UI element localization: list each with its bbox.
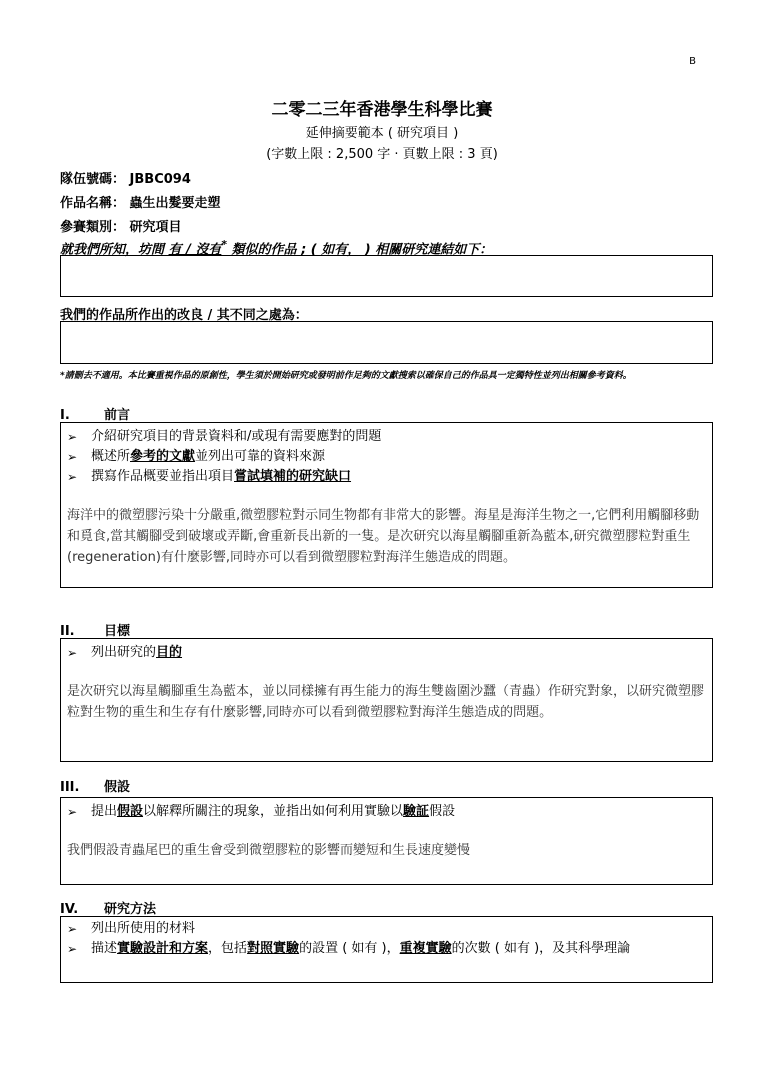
section-3-box — [60, 797, 713, 885]
section-1-bullet-1: ➢ 介紹研究項目的背景資料和/或現有需要應對的問題 — [61, 427, 712, 447]
section-4-bullet-2: ➢ 描述實驗設計和方案，包括對照實驗的設置 ( 如有 )，重複實驗的次數 ( 如有 )，及其科學理論 — [61, 939, 712, 959]
section-2-body: 是次研究以海星觸腳重生為藍本，並以同樣擁有再生能力的海生雙齒圍沙蠶（青蟲）作研究對象，以研究微塑膠粒對生物的重生和生存有什麼影響,同時亦可以看到微塑膠粒對海洋生態造成的問題。 — [67, 684, 705, 720]
section-2-box — [60, 638, 713, 762]
section-1-bullet-2: ➢ 概述所參考的文獻並列出可靠的資料來源 — [61, 447, 712, 467]
similar-star: * — [221, 238, 228, 251]
section-2-heading — [60, 620, 130, 639]
footnote: *請刪去不適用。本比賽重視作品的原創性，學生須於開始研究或發明前作足夠的文獻搜索以確保自己的作品具一定獨特性並列出相關參考資料。 — [60, 371, 632, 381]
limits-note: (字數上限 : 2,500 字 · 頁數上限 : 3 頁) — [266, 147, 498, 162]
section-1-heading — [60, 404, 130, 423]
category-value: 研究項目 — [129, 220, 182, 235]
improve-box[interactable] — [60, 321, 713, 364]
section-3-num: III. — [60, 780, 80, 795]
section-4-num: IV. — [60, 902, 79, 917]
section-1-title: 前言 — [104, 408, 131, 423]
section-4-heading — [60, 898, 156, 917]
section-3-body: 我們假設青蟲尾巴的重生會受到微塑膠粒的影響而變短和生長速度變慢 — [67, 843, 471, 858]
similar-suffix: 類似的作品 ; ( 如有， ) 相關研究連結如下： — [227, 242, 493, 258]
section-4-title: 研究方法 — [104, 902, 157, 917]
improve-label: 我們的作品所作出的改良 / 其不同之處為： — [60, 308, 308, 323]
work-value: 蟲生出髮要走塑 — [129, 196, 221, 211]
section-1-num: I. — [60, 408, 70, 423]
section-1-body: 海洋中的微塑膠污染十分嚴重,微塑膠粒對示同生物都有非常大的影響。海星是海洋生物之一,它們利用觸腳移動和覓食,當其觸腳受到破壞或弄斷,會重新長出新的一隻。是次研究以海星觸腳重新為藍本,研究微塑膠粒對重生(regeneration)有什麼影響,同時亦可以看到微塑膠粒對海洋生態造成的問題。 — [67, 508, 700, 565]
team-label: 隊伍號碼： — [60, 172, 126, 187]
team-value: JBBC094 — [129, 172, 191, 187]
page-title: 二零二三年香港學生科學比賽 — [271, 100, 493, 120]
page-subtitle: 延伸摘要範本 ( 研究項目 ) — [305, 126, 459, 141]
similar-prefix: 就我們所知，坊間 — [60, 242, 165, 258]
section-3-bullet-1: ➢ 提出假設以解釋所關注的現象，並指出如何利用實驗以驗証假設 — [61, 802, 712, 822]
section-3-title: 假設 — [104, 780, 131, 795]
section-2-title: 目標 — [104, 624, 131, 639]
section-4-box — [60, 916, 713, 983]
section-2-bullet-1: ➢ 列出研究的目的 — [61, 643, 712, 663]
section-4-bullet-1: ➢ 列出所使用的材料 — [61, 919, 712, 939]
similar-links-box[interactable] — [60, 255, 713, 297]
section-1-bullet-3: ➢ 撰寫作品概要並指出項目嘗試填補的研究缺口 — [61, 467, 712, 487]
section-1-box — [60, 422, 713, 588]
section-2-num: II. — [60, 624, 75, 639]
category-label: 參賽類別： — [60, 220, 126, 235]
page-label: B — [689, 56, 696, 67]
category — [60, 216, 182, 235]
section-3-heading — [60, 776, 130, 795]
similar-choice: 有 / 沒有 — [168, 242, 222, 258]
work-label: 作品名稱： — [60, 196, 126, 211]
team-number — [60, 168, 191, 187]
work-name — [60, 192, 221, 211]
